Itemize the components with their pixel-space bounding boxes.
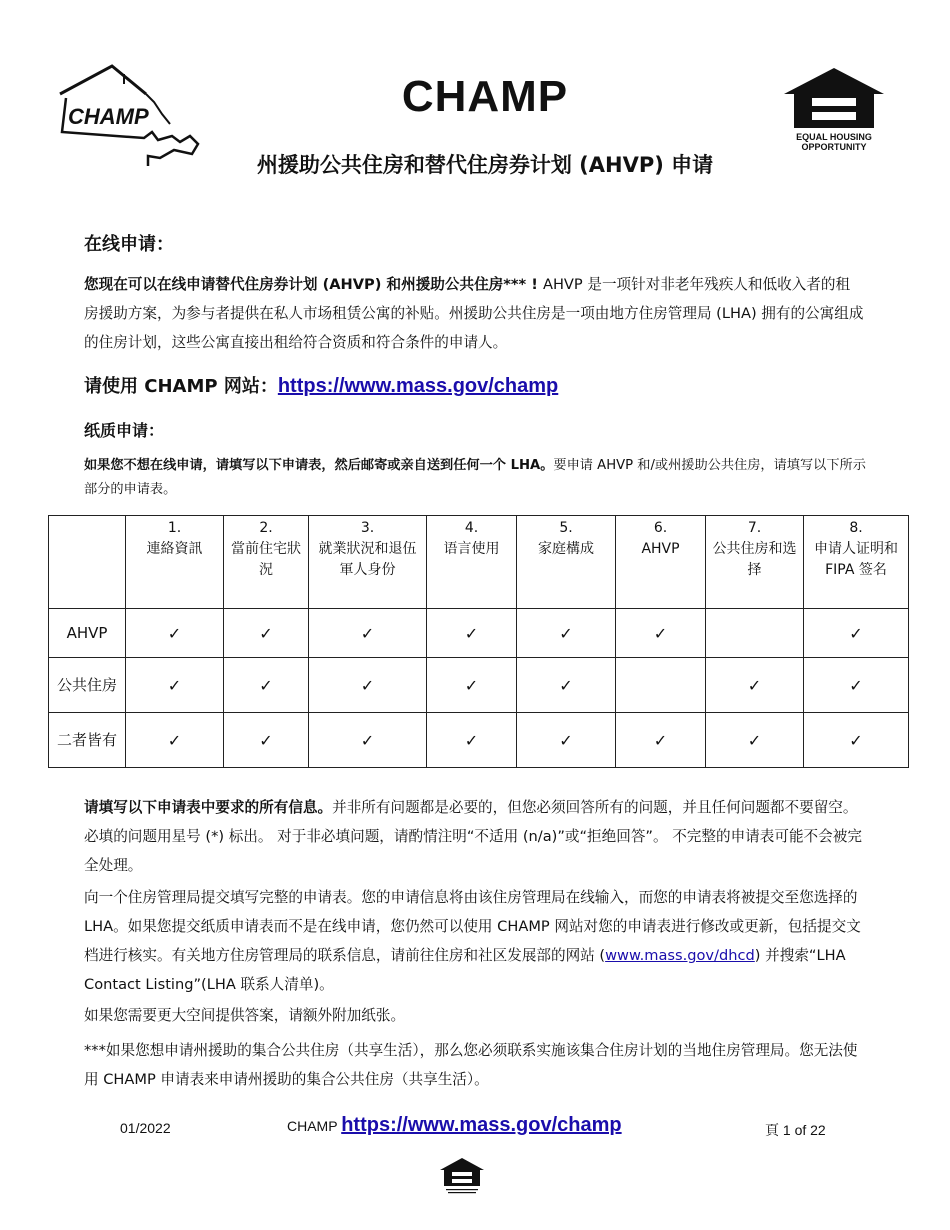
table-row	[49, 713, 909, 768]
paper-paragraph	[84, 454, 874, 502]
check-cell: ✓	[804, 713, 909, 768]
check-cell: ✓	[804, 658, 909, 713]
check-cell: ✓	[427, 658, 517, 713]
column-header: 3. 就業狀況和退伍軍人身份	[309, 516, 427, 609]
footer-prefix: CHAMP	[287, 1118, 342, 1134]
column-header: 2. 當前住宅狀況	[224, 516, 309, 609]
sections-table	[48, 515, 909, 768]
check-cell: ✓	[309, 713, 427, 768]
info-paragraph	[84, 793, 864, 880]
champ-website-link[interactable]: https://www.mass.gov/champ	[277, 375, 559, 397]
check-cell: ✓	[706, 658, 804, 713]
check-cell: ✓	[517, 658, 616, 713]
submit-body-a: 向一个住房管理局提交填写完整的申请表。您的申请信息将由该住房管理局在线输入，而您的申请表将被提交至您选择的 LHA。如果您提交纸质申请表而不是在线申请，您仍然可以使用 CHAMP 网站对您的申请表进行修改或更新，包括提交文档进行核实。有关地方住房管理局的联系信息，请前往住房和社区发展部的网站 (	[84, 889, 861, 964]
check-cell	[616, 658, 706, 713]
table-row	[49, 609, 909, 658]
column-header: 1. 連絡資訊	[126, 516, 224, 609]
page-title: CHAMP	[401, 72, 569, 121]
footer-equal-housing-icon	[438, 1156, 486, 1194]
online-bold-lead: 您现在可以在线申请替代住房券计划 (AHVP) 和州援助公共住房*** !	[84, 276, 543, 293]
paper-bold-lead: 如果您不想在线申请，请填写以下申请表，然后邮寄或亲自送到任何一个 LHA。	[84, 458, 554, 473]
check-cell: ✓	[126, 713, 224, 768]
check-cell: ✓	[224, 658, 309, 713]
paper-heading: 纸质申请：	[84, 421, 165, 440]
check-cell: ✓	[706, 713, 804, 768]
footer-champ-link[interactable]: https://www.mass.gov/champ	[341, 1114, 622, 1136]
column-header: 7. 公共住房和选择	[706, 516, 804, 609]
column-header: 6. AHVP	[616, 516, 706, 609]
column-header: 5. 家庭構成	[517, 516, 616, 609]
dhcd-link[interactable]: www.mass.gov/dhcd	[605, 947, 755, 964]
footer-date: 01/2022	[120, 1120, 171, 1136]
paper-body: 要申请 AHVP 和/或州援助公共住房，请填写以下所示部分的申请表。	[84, 458, 866, 497]
congregate-note: ***如果您想申请州援助的集合公共住房（共享生活），那么您必须联系实施该集合住房计划的当地住房管理局。您无法使用 CHAMP 申请表来申请州援助的集合公共住房（共享生活）。	[84, 1042, 858, 1088]
row-label: 二者皆有	[49, 713, 126, 768]
online-heading: 在线申请：	[84, 234, 174, 255]
online-body: AHVP 是一项针对非老年残疾人和低收入者的租房援助方案，为参与者提供在私人市场租赁公寓的补贴。州援助公共住房是一项由地方住房管理局 (LHA) 拥有的公寓组成的住房计划，这些公寓直接出租给符合资质和符合条件的申请人。	[84, 276, 864, 351]
check-cell: ✓	[126, 658, 224, 713]
info-bold-lead: 请填写以下申请表中要求的所有信息。	[84, 799, 333, 816]
check-cell: ✓	[517, 713, 616, 768]
website-label: 请使用 CHAMP 网站：	[84, 376, 278, 397]
check-cell: ✓	[309, 609, 427, 658]
check-cell: ✓	[224, 713, 309, 768]
check-cell: ✓	[126, 609, 224, 658]
champ-logo-text: CHAMP	[68, 104, 149, 129]
online-paragraph	[84, 270, 864, 357]
column-header: 8. 申请人证明和 FIPA 签名	[804, 516, 909, 609]
equal-housing-line1: EQUAL HOUSING	[796, 132, 872, 142]
row-label: 公共住房	[49, 658, 126, 713]
footer-page-number: 頁 1 of 22	[765, 1122, 826, 1138]
check-cell: ✓	[309, 658, 427, 713]
footer-url-line	[287, 1114, 622, 1137]
page-subtitle: 州援助公共住房和替代住房券计划 (AHVP) 申请	[256, 153, 714, 177]
column-header: 4. 语言使用	[427, 516, 517, 609]
table-row	[49, 658, 909, 713]
submit-body-b: ) 并搜索“LHA Contact Listing”(LHA 联系人清单)。	[84, 947, 846, 993]
check-cell: ✓	[616, 609, 706, 658]
extra-space-note: 如果您需要更大空间提供答案，请额外附加纸张。	[84, 1007, 406, 1024]
table-header-row	[49, 516, 909, 609]
submit-paragraph	[84, 883, 864, 999]
info-body: 并非所有问题都是必要的，但您必须回答所有的问题，并且任何问题都不要留空。 必填的问题用星号 (*) 标出。 对于非必填问题，请酌情注明“不适用 (n/a)”或“拒绝回答”。 不完整的申请表可能不会被完全处理。	[84, 799, 862, 874]
row-label: AHVP	[49, 609, 126, 658]
check-cell: ✓	[517, 609, 616, 658]
check-cell: ✓	[427, 713, 517, 768]
website-line	[84, 372, 558, 398]
check-cell: ✓	[427, 609, 517, 658]
equal-housing-line2: OPPORTUNITY	[801, 142, 867, 152]
check-cell: ✓	[224, 609, 309, 658]
check-cell: ✓	[804, 609, 909, 658]
check-cell	[706, 609, 804, 658]
check-cell: ✓	[616, 713, 706, 768]
table-corner-cell	[49, 516, 126, 609]
